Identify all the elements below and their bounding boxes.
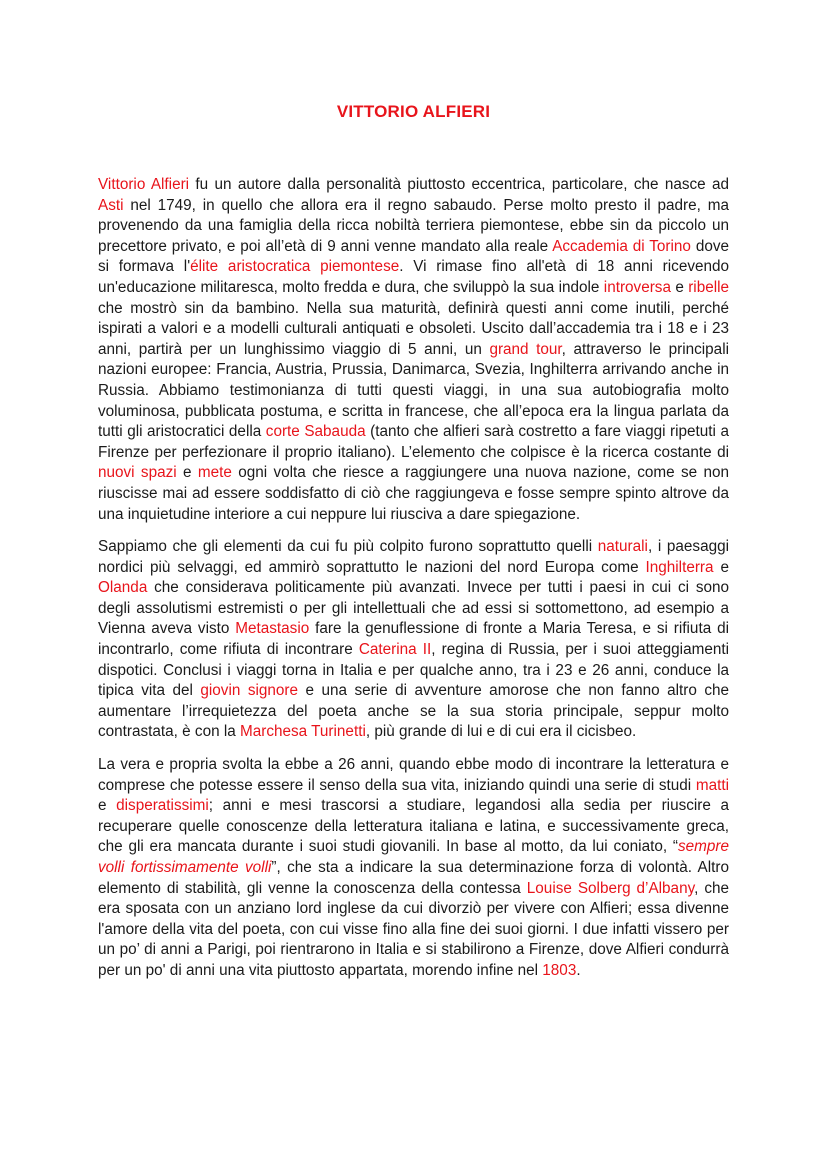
highlighted-term: matti: [695, 776, 729, 794]
highlighted-term: Accademia di Torino: [552, 237, 691, 255]
text-segment: ogni volta che riesce a raggiungere una nuova nazione, come se non riuscisse mai ad essere soddisfatto di ciò che raggiungeva e fosse sempre spinto altrove da una inquietudine interiore a cui neppure lui riusciva a dare spiegazione.: [98, 464, 729, 523]
highlighted-term: Caterina II: [358, 641, 432, 659]
text-segment: e: [713, 558, 729, 576]
text-segment: nel 1749, in quello che allora era il regno sabaudo. Perse molto presto il padre, ma provenendo da una famiglia della ricca nobiltà terriera piemontese, ebbe sin da piccolo un precettore privato, e poi all’età di 9 anni venne mandato alla reale: [98, 196, 729, 255]
text-segment: , più grande di lui e di cui era il cicisbeo.: [365, 723, 637, 741]
highlighted-term: giovin signore: [200, 682, 299, 700]
highlighted-term: Louise Solberg d’Albany: [526, 879, 695, 897]
text-segment: .: [576, 961, 581, 979]
highlighted-term: corte Sabauda: [265, 423, 366, 441]
highlighted-term: introversa: [603, 278, 671, 296]
text-segment: . Vi rimase fino all'età di 18 anni ricevendo un'educazione militaresca, molto fredda e dura, che sviluppò la sua indole: [98, 258, 730, 296]
document-body: [98, 175, 729, 994]
text-segment: , i paesaggi nordici più selvaggi, ed ammirò soprattutto le nazioni del nord Europa come: [98, 538, 729, 576]
highlighted-term: grand tour: [489, 340, 562, 358]
text-segment: che mostrò sin da bambino. Nella sua maturità, definirà questi anni come inutili, perché ispirati a valori e a modelli culturali antiquati e obsoleti. Uscito dall’accademia tra i 18 e i 23 anni, partirà per un lunghissimo viaggio di 5 anni, un: [98, 299, 729, 358]
highlighted-term: Inghilterra: [645, 558, 714, 576]
highlighted-term: sempre volli fortissimamente volli: [98, 838, 729, 876]
text-segment: ; anni e mesi trascorsi a studiare, legandosi alla sedia per riuscire a recuperare quelle conoscenze della letteratura italiana e latina, e successivamente greca, che gli era mancata durante i suoi studi giovanili. In base al motto, da lui coniato, “: [98, 797, 730, 856]
highlighted-term: naturali: [597, 538, 648, 556]
paragraph: [98, 537, 729, 743]
text-segment: fu un autore dalla personalità piuttosto eccentrica, particolare, che nasce ad: [189, 176, 729, 193]
highlighted-term: nuovi spazi: [98, 464, 177, 482]
highlighted-term: disperatissimi: [116, 797, 209, 815]
text-segment: , regina di Russia, per i suoi atteggiamenti dispotici. Conclusi i viaggi torna in Italia e per qualche anno, tra i 23 e 26 anni, conduce la tipica vita del: [98, 641, 729, 700]
text-segment: e: [98, 797, 117, 815]
highlighted-term: mete: [197, 464, 232, 482]
highlighted-term: Vittorio Alfieri: [98, 176, 190, 193]
paragraph: [98, 755, 729, 982]
text-segment: fare la genuflessione di fronte a Maria Teresa, e si rifiuta di incontrarlo, come rifiuta di incontrare: [98, 620, 729, 659]
highlighted-term: Olanda: [98, 579, 148, 597]
text-segment: ”, che sta a indicare la sua determinazione forza di volontà. Altro elemento di stabilità, gli venne la conoscenza della contessa: [98, 859, 729, 897]
text-segment: che considerava politicamente più avanzati. Invece per tutti i paesi in cui ci sono degli assolutismi estremisti o per gli intellettuali che ad essi si sottomettono, ad esempio a Vienna aveva visto: [98, 579, 729, 638]
highlighted-term: ribelle: [688, 278, 730, 296]
text-segment: e una serie di avventure amorose che non fanno altro che aumentare l’irrequietezza del poeta anche se la sua storia principale, seppur molto contrastata, è con la: [98, 682, 730, 741]
highlighted-term: Asti: [98, 196, 124, 214]
highlighted-term: élite aristocratica piemontese: [190, 258, 400, 276]
paragraph: [98, 175, 729, 525]
text-segment: (tanto che alfieri sarà costretto a fare viaggi ripetuti a Firenze per perfezionare il proprio italiano). L’elemento che colpisce è la ricerca costante di: [98, 423, 729, 461]
text-segment: , che era sposata con un anziano lord inglese da cui divorziò per vivere con Alfieri; essa divenne l'amore della vita del poeta, con cui visse fino alla fine dei suoi giorni. I due infatti vissero per un po’ di anni a Parigi, poi rientrarono in Italia e si stabilirono a Firenze, dove Alfieri condurrà per un po' di anni una vita piuttosto appartata, morendo infine nel: [98, 879, 729, 979]
text-segment: e: [670, 278, 689, 296]
highlighted-term: 1803: [542, 961, 577, 979]
highlighted-term: Metastasio: [235, 620, 310, 638]
document-title: VITTORIO ALFIERI: [336, 102, 491, 121]
text-segment: , attraverso le principali nazioni europee: Francia, Austria, Prussia, Danimarca, Svezia, Inghilterra arrivando anche in Russia. Abbiamo testimonianza di tutti questi viaggi, in una sua autobiografia molto voluminosa, pubblicata postuma, e scritta in francese, che all’epoca era la lingua parlata da tutti gli aristocratici della: [98, 340, 729, 441]
text-segment: e: [176, 464, 198, 482]
text-segment: La vera e propria svolta la ebbe a 26 anni, quando ebbe modo di incontrare la letteratura e comprese che potesse essere il senso della sua vita, iniziando quindi una serie di studi: [98, 756, 729, 794]
highlighted-term: Marchesa Turinetti: [240, 723, 366, 741]
text-segment: Sappiamo che gli elementi da cui fu più colpito furono soprattutto quelli: [98, 538, 598, 556]
text-segment: dove si formava l': [98, 237, 730, 276]
